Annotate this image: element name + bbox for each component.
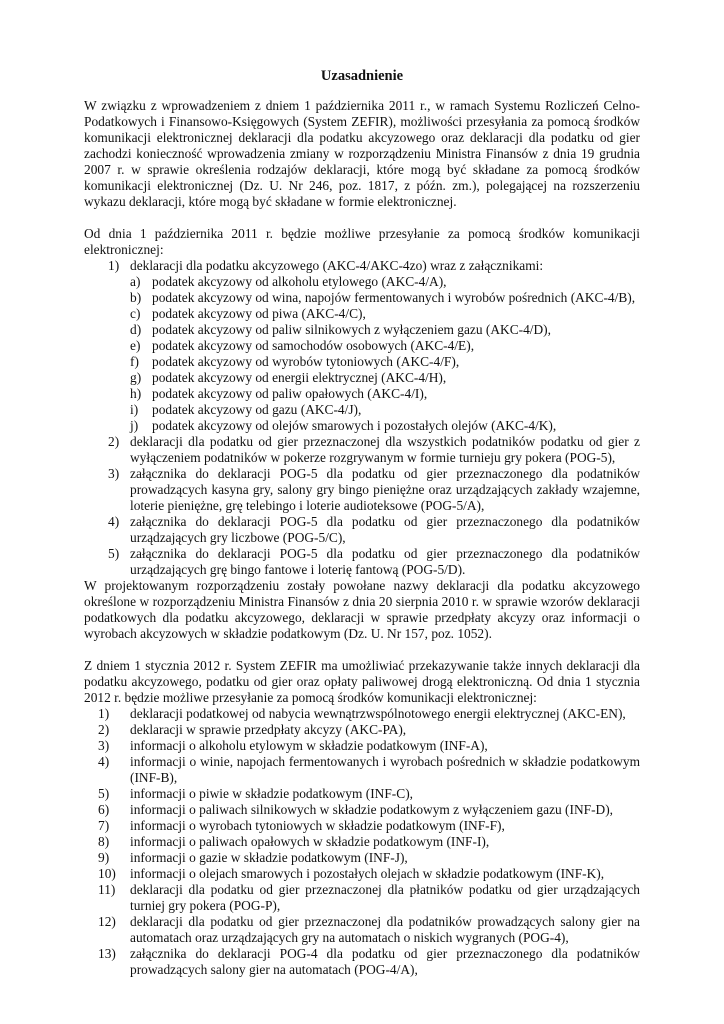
paragraph-2012-intro: Z dniem 1 stycznia 2012 r. System ZEFIR ma umożliwiać przekazywanie także innych deklaracji dla podatku akcyzowego, podatku od gier oraz opłaty paliwowej drogą elektroniczną. Od dnia 1 stycznia 2012 r. będzie możliwe przesyłanie za pomocą środków komunikacji elektronicznej: <box>84 658 640 705</box>
list-2011 <box>84 258 640 578</box>
sublist-item: i) podatek akcyzowy od gazu (AKC-4/J), <box>130 402 362 417</box>
sublist-akc4 <box>84 274 640 434</box>
list-item: 2) deklaracji dla podatku od gier przeznaczonej dla wszystkich podatników podatku od gier z wyłączeniem podatników w pokerze rozgrywanym w formie turnieju gry pokera (POG-5), <box>108 434 640 465</box>
paragraph-gap <box>84 210 640 226</box>
sublist-item: g) podatek akcyzowy od energii elektrycznej (AKC-4/H), <box>130 370 447 385</box>
list-item: 3) informacji o alkoholu etylowym w składzie podatkowym (INF-A), <box>98 738 488 753</box>
list-item: 7) informacji o wyrobach tytoniowych w składzie podatkowym (INF-F), <box>98 818 505 833</box>
sublist-item: c) podatek akcyzowy od piwa (AKC-4/C), <box>130 306 366 321</box>
sublist-item: e) podatek akcyzowy od samochodów osobowych (AKC-4/E), <box>130 338 475 353</box>
sublist-item: j) podatek akcyzowy od olejów smarowych i pozostałych olejów (AKC-4/K), <box>130 418 557 433</box>
list-item: 11) deklaracji dla podatku od gier przeznaczonej dla płatników podatku od gier urządzających turniej gry pokera (POG-P), <box>98 882 640 913</box>
list-item: 12) deklaracji dla podatku od gier przeznaczonej dla podatników prowadzących salony gier na automatach oraz urządzających gry na automatach o niskich wygranych (POG-4), <box>98 914 640 945</box>
sublist-item: h) podatek akcyzowy od paliw opałowych (AKC-4/I), <box>130 386 428 401</box>
list-item: 4) informacji o winie, napojach fermentowanych i wyrobach pośrednich w składzie podatkowym (INF-B), <box>98 754 640 785</box>
sublist-item: d) podatek akcyzowy od paliw silnikowych z wyłączeniem gazu (AKC-4/D), <box>130 322 551 337</box>
list-item: 2) deklaracji w sprawie przedpłaty akcyzy (AKC-PA), <box>98 722 407 737</box>
document-title: Uzasadnienie <box>320 68 404 84</box>
list-item: 5) załącznika do deklaracji POG-5 dla podatku od gier przeznaczonego dla podatników urządzających grę bingo fantowe i loterię fantową (POG-5/D). <box>108 546 640 577</box>
paragraph-intro: W związku z wprowadzeniem z dniem 1 października 2011 r., w ramach Systemu Rozliczeń Celno-Podatkowych i Finansowo-Księgowych (System ZEFIR), możliwości przesyłania za pomocą środków komunikacji elektronicznej deklaracji dla podatku akcyzowego oraz deklaracji dla podatku od gier zachodzi konieczność wprowadzenia zmiany w rozporządzeniu Ministra Finansów z dnia 19 grudnia 2007 r. w sprawie określenia rodzajów deklaracji, które mogą być składane za pomocą środków komunikacji elektronicznej (Dz. U. Nr 246, poz. 1817, z późn. zm.), polegającej na rozszerzeniu wykazu deklaracji, które mogą być składane w formie elektronicznej. <box>84 98 640 209</box>
list-item: 4) załącznika do deklaracji POG-5 dla podatku od gier przeznaczonego dla podatników urządzających gry liczbowe (POG-5/C), <box>108 514 640 545</box>
paragraph-gap <box>84 642 640 658</box>
list-item: 1) deklaracji dla podatku akcyzowego (AKC-4/AKC-4zo) wraz z załącznikami: a) podatek akcyzowy od alkoholu etylowego (AKC-4/A), b) podatek akcyzowy od wina, napojów fermentowanych i wyrobów pośrednich (AKC-4/B), c) podatek akcyzowy od piwa (AKC-4/C), d) podatek akcyzowy od paliw silnikowych z wyłączeniem gazu (AKC-4/D), e) podatek akcyzowy od samochodów osobowych (AKC-4/E), f) podatek akcyzowy od wyrobów tytoniowych (AKC-4/F), g) podatek akcyzowy od energii elektrycznej (AKC-4/H), h) podatek akcyzowy od paliw opałowych (AKC-4/I), i) podatek akcyzowy od gazu (AKC-4/J), j) podatek akcyzowy od olejów smarowych i pozostałych olejów (AKC-4/K), <box>84 258 640 434</box>
list-item: 8) informacji o paliwach opałowych w składzie podatkowym (INF-I), <box>98 834 490 849</box>
list-item: 10) informacji o olejach smarowych i pozostałych olejach w składzie podatkowym (INF-K), <box>98 866 605 881</box>
list-item: 1) deklaracji podatkowej od nabycia wewnątrzwspólnotowego energii elektrycznej (AKC-EN), <box>98 706 626 721</box>
list-item: 13) załącznika do deklaracji POG-4 dla podatku od gier przeznaczonego dla podatników prowadzących salony gier na automatach (POG-4/A), <box>98 946 640 977</box>
list-item: 9) informacji o gazie w składzie podatkowym (INF-J), <box>98 850 408 865</box>
list-item: 6) informacji o paliwach silnikowych w składzie podatkowym z wyłączeniem gazu (INF-D), <box>98 802 614 817</box>
paragraph-2011-intro: Od dnia 1 października 2011 r. będzie możliwe przesyłanie za pomocą środków komunikacji elektronicznej: <box>84 226 640 257</box>
paragraph-regulation: W projektowanym rozporządzeniu zostały powołane nazwy deklaracji dla podatku akcyzowego określone w rozporządzeniu Ministra Finansów z dnia 20 sierpnia 2010 r. w sprawie wzorów deklaracji podatkowych dla podatku akcyzowego, deklaracji w sprawie przedpłaty akcyzy oraz informacji o wyrobach akcyzowych w składzie podatkowym (Dz. U. Nr 157, poz. 1052). <box>84 578 640 641</box>
list-2012 <box>84 706 640 978</box>
sublist-item: b) podatek akcyzowy od wina, napojów fermentowanych i wyrobów pośrednich (AKC-4/B), <box>130 290 636 305</box>
document-page <box>84 68 640 978</box>
list-item: 3) załącznika do deklaracji POG-5 dla podatku od gier przeznaczonego dla podatników prowadzących kasyna gry, salony gry bingo pieniężne oraz urządzających zakłady wzajemne, loterie pieniężne, grę telebingo i loterie audioteksowe (POG-5/A), <box>108 466 640 513</box>
sublist-item: f) podatek akcyzowy od wyrobów tytoniowych (AKC-4/F), <box>130 354 460 369</box>
list-item: 5) informacji o piwie w składzie podatkowym (INF-C), <box>98 786 414 801</box>
sublist-item: a) podatek akcyzowy od alkoholu etylowego (AKC-4/A), <box>130 274 447 289</box>
